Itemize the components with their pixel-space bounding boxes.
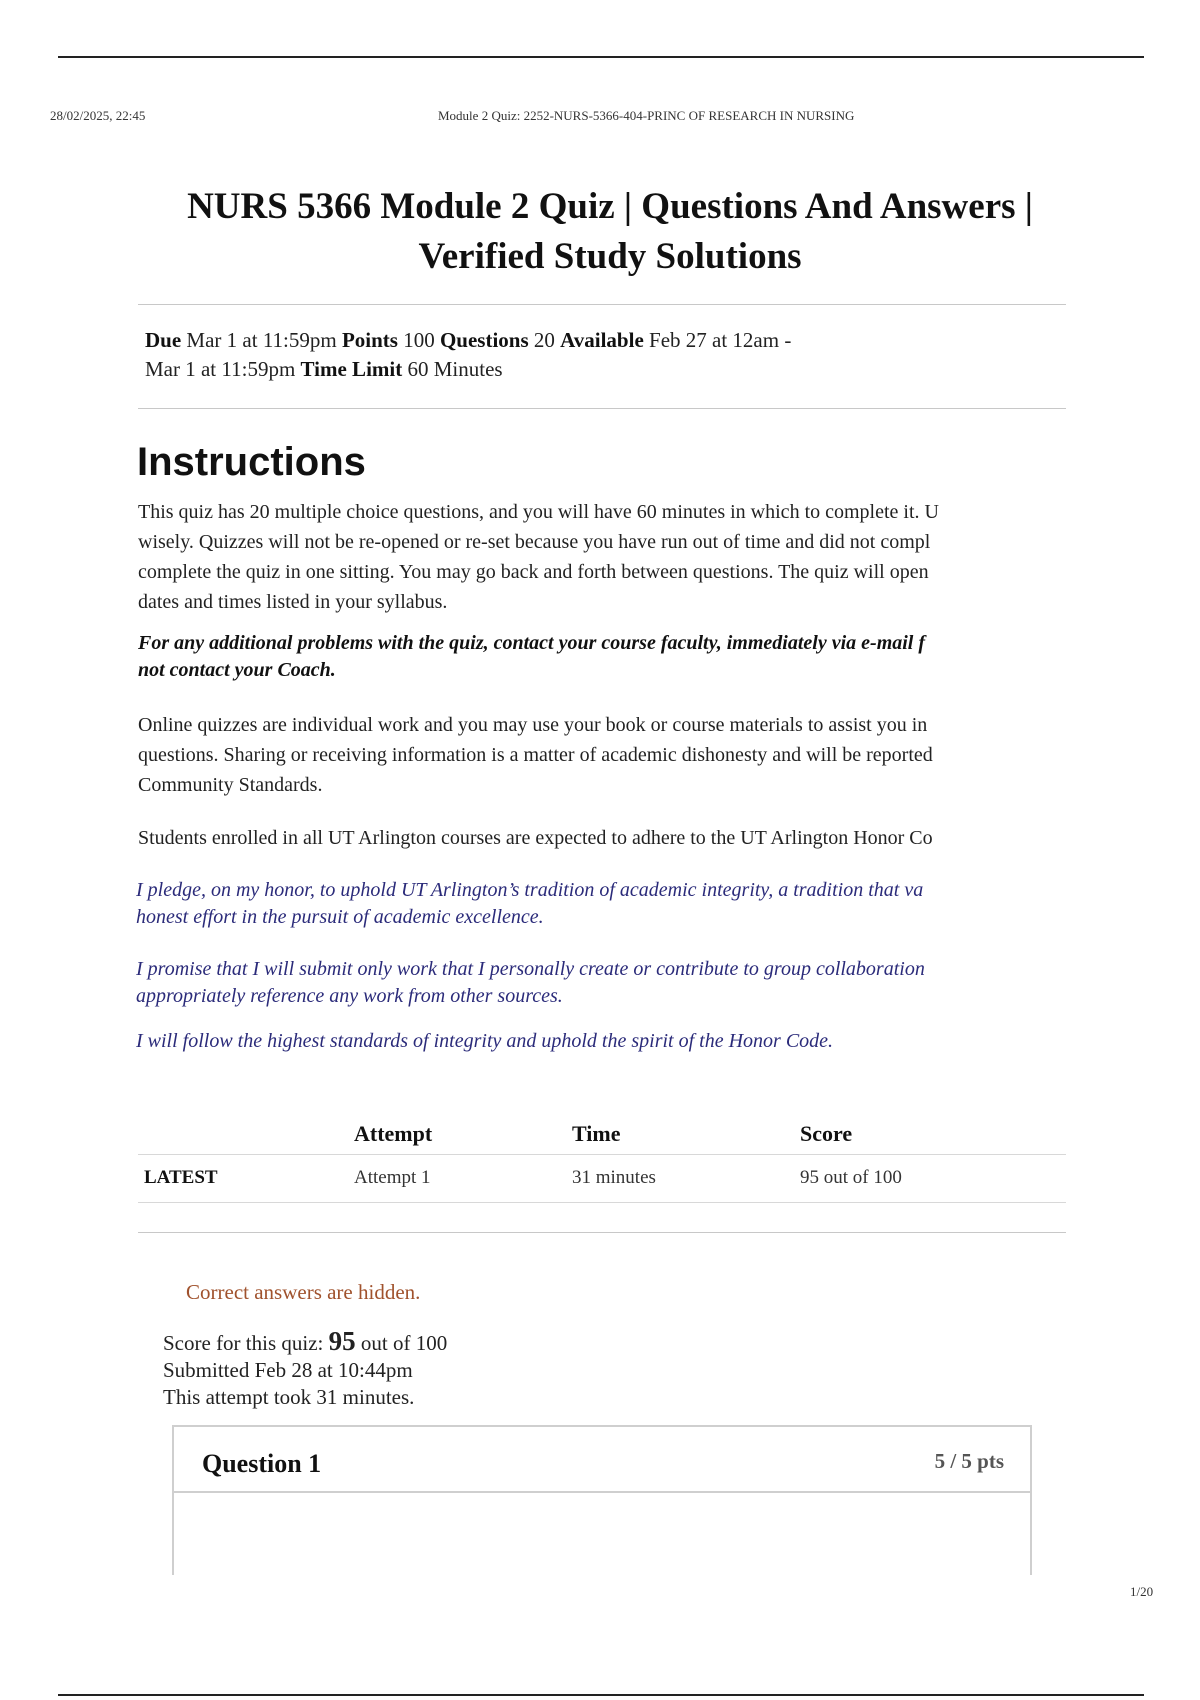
- score-suffix: out of 100: [355, 1331, 448, 1355]
- time-limit-label: Time Limit: [300, 357, 403, 381]
- column-header: Score: [800, 1120, 853, 1146]
- bottom-rule: [58, 1694, 1144, 1696]
- text-line: wisely. Quizzes will not be re-opened or re-set because you have run out of time and did not compl: [138, 531, 931, 553]
- individual-work-paragraph: [138, 710, 1200, 800]
- text-line: Online quizzes are individual work and you may use your book or course materials to assist you in: [138, 714, 928, 736]
- attempt-time: 31 minutes: [566, 1154, 794, 1202]
- document-title: [130, 182, 1090, 282]
- score-line: [163, 1328, 447, 1357]
- honor-pledge: [136, 877, 1200, 931]
- text-line: complete the quiz in one sitting. You may go back and forth between questions. The quiz will open: [138, 561, 929, 583]
- attempts-table: [138, 1114, 1066, 1203]
- answers-hidden-note: Correct answers are hidden.: [186, 1280, 421, 1304]
- submitted-time: Submitted Feb 28 at 10:44pm: [163, 1358, 413, 1382]
- attempt-score: 95 out of 100: [794, 1154, 1066, 1202]
- available-value: Feb 27 at 12am -: [649, 328, 792, 352]
- instructions-paragraph: [138, 497, 1200, 617]
- honor-standards: [136, 1028, 1200, 1055]
- latest-label: LATEST: [138, 1154, 348, 1202]
- question-card: [172, 1425, 1032, 1575]
- table-header-row: [138, 1114, 1066, 1154]
- contact-note: [138, 630, 1200, 684]
- column-header: Attempt: [354, 1120, 433, 1146]
- table-row: [138, 1154, 1066, 1202]
- score-prefix: Score for this quiz:: [163, 1331, 329, 1355]
- time-limit-value: 60 Minutes: [407, 357, 503, 381]
- due-label: Due: [145, 328, 182, 352]
- quiz-meta: [145, 326, 965, 384]
- due-value: Mar 1 at 11:59pm: [186, 328, 337, 352]
- text-line: Community Standards.: [138, 774, 323, 796]
- question-points: 5 / 5 pts: [934, 1449, 1004, 1473]
- question-header: [174, 1427, 1030, 1493]
- instructions-heading: Instructions: [137, 440, 366, 484]
- text-line: honest effort in the pursuit of academic excellence.: [136, 906, 544, 928]
- available-value-end: Mar 1 at 11:59pm: [145, 357, 296, 381]
- print-datetime: 28/02/2025, 22:45: [50, 108, 146, 123]
- attempt-duration: This attempt took 31 minutes.: [163, 1385, 415, 1409]
- available-label: Available: [560, 328, 644, 352]
- text-line: I will follow the highest standards of integrity and uphold the spirit of the Honor Code.: [136, 1030, 834, 1052]
- points-label: Points: [341, 328, 398, 352]
- score-summary: [163, 1328, 447, 1411]
- text-line: not contact your Coach.: [138, 659, 336, 681]
- title-line-2: Verified Study Solutions: [418, 236, 802, 277]
- honor-code-paragraph: [138, 823, 1200, 853]
- text-line: questions. Sharing or receiving information is a matter of academic dishonesty and will be reported: [138, 744, 933, 766]
- points-value: 100: [403, 328, 435, 352]
- divider: [138, 304, 1066, 305]
- text-line: I pledge, on my honor, to uphold UT Arlington’s tradition of academic integrity, a tradition that va: [136, 879, 924, 901]
- top-rule: [58, 56, 1144, 58]
- title-line-1: NURS 5366 Module 2 Quiz | Questions And Answers |: [187, 186, 1033, 227]
- text-line: dates and times listed in your syllabus.: [138, 591, 448, 613]
- divider: [138, 1232, 1066, 1233]
- divider: [138, 408, 1066, 409]
- questions-value: 20: [533, 328, 555, 352]
- column-header: Time: [572, 1120, 621, 1146]
- text-line: appropriately reference any work from other sources.: [136, 985, 563, 1007]
- attempt-link[interactable]: Attempt 1: [348, 1154, 566, 1202]
- text-line: This quiz has 20 multiple choice questions, and you will have 60 minutes in which to complete it. U: [138, 501, 939, 523]
- page-number: 1/20: [1130, 1584, 1154, 1599]
- score-value: 95: [328, 1326, 356, 1356]
- column-header: [138, 1114, 348, 1154]
- text-line: I promise that I will submit only work that I personally create or contribute to group collaboration: [136, 958, 925, 980]
- questions-label: Questions: [439, 328, 529, 352]
- text-line: For any additional problems with the quiz, contact your course faculty, immediately via e-mail f: [138, 632, 926, 654]
- print-page-title: Module 2 Quiz: 2252-NURS-5366-404-PRINC OF RESEARCH IN NURSING: [438, 108, 855, 123]
- text-line: Students enrolled in all UT Arlington courses are expected to adhere to the UT Arlington Honor Co: [138, 827, 933, 849]
- question-title: Question 1: [202, 1449, 322, 1478]
- honor-promise: [136, 956, 1200, 1010]
